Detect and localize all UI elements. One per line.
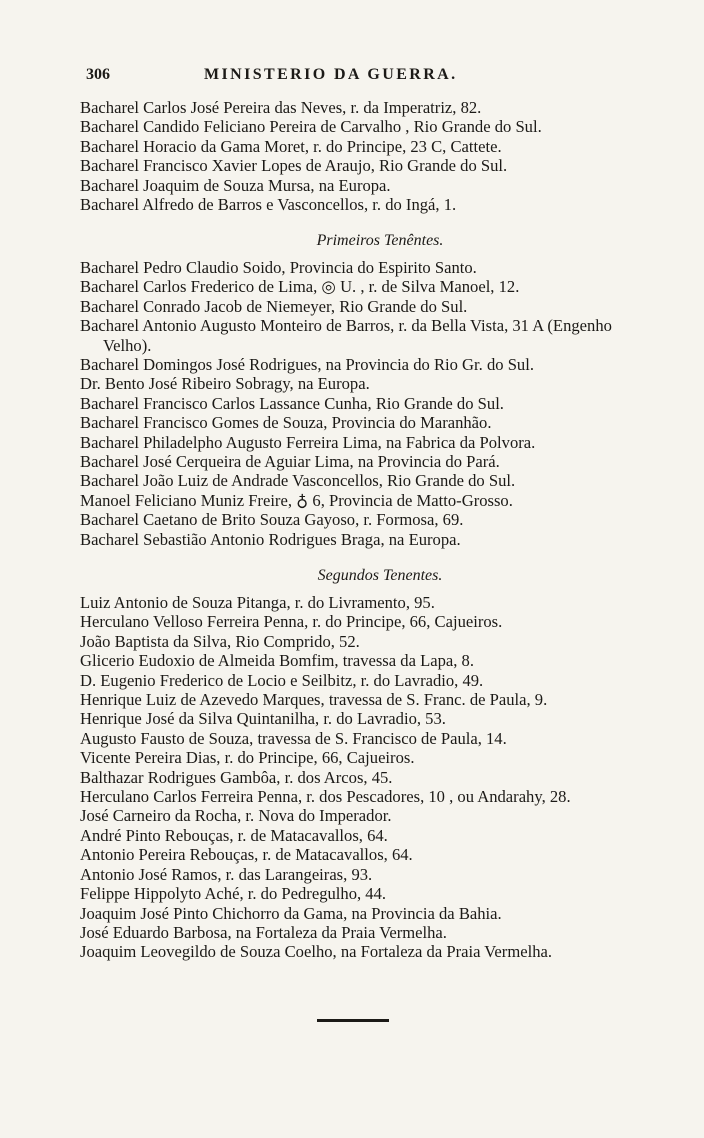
list-item: Bacharel Carlos José Pereira das Neves, r. da Imperatriz, 82.: [80, 98, 482, 117]
entry-list: [80, 593, 660, 962]
end-rule-divider: [317, 1019, 389, 1022]
entry-list: [80, 98, 660, 214]
list-item: João Baptista da Silva, Rio Comprido, 52.: [80, 631, 360, 651]
list-item: José Carneiro da Rocha, r. Nova do Imperador.: [80, 806, 392, 826]
list-item: André Pinto Rebouças, r. de Matacavallos, 64.: [80, 825, 388, 845]
list-item: Antonio Pereira Rebouças, r. de Matacavallos, 64.: [80, 845, 413, 865]
page-number: 306: [86, 66, 110, 83]
list-item: Felippe Hippolyto Aché, r. do Pedregulho, 44.: [80, 884, 387, 904]
list-item: Bacharel Antonio Augusto Monteiro de Barros, r. da Bella Vista, 31 A (Engenho Velho).: [80, 316, 612, 355]
list-item: Bacharel Joaquim de Souza Mursa, na Europa.: [80, 175, 391, 195]
list-item: Balthazar Rodrigues Gambôa, r. dos Arcos, 45.: [80, 767, 393, 787]
list-item: Augusto Fausto de Souza, travessa de S. Francisco de Paula, 14.: [80, 728, 507, 748]
list-item: Bacharel Alfredo de Barros e Vasconcellos, r. do Ingá, 1.: [80, 195, 457, 215]
section-heading: Primeiros Tenêntes.: [316, 232, 444, 249]
list-item: Herculano Velloso Ferreira Penna, r. do Principe, 66, Cajueiros.: [80, 612, 503, 632]
list-item: Manoel Feliciano Muniz Freire, ♁ 6, Provincia de Matto-Grosso.: [80, 490, 513, 510]
list-item: Bacharel Francisco Xavier Lopes de Araujo, Rio Grande do Sul.: [80, 156, 508, 176]
list-item: Bacharel Carlos Frederico de Lima, ◎ U. , r. de Silva Manoel, 12.: [80, 277, 520, 297]
list-item: Bacharel Francisco Carlos Lassance Cunha, Rio Grande do Sul.: [80, 393, 504, 413]
list-item: Henrique José da Silva Quintanilha, r. do Lavradio, 53.: [80, 709, 446, 729]
list-item: Glicerio Eudoxio de Almeida Bomfim, travessa da Lapa, 8.: [80, 651, 474, 671]
list-item: Vicente Pereira Dias, r. do Principe, 66, Cajueiros.: [80, 748, 415, 768]
list-item: Luiz Antonio de Souza Pitanga, r. do Livramento, 95.: [80, 593, 435, 612]
section-continuation: [80, 98, 660, 214]
list-item: Bacharel José Cerqueira de Aguiar Lima, na Provincia do Pará.: [80, 452, 500, 472]
entry-list: [80, 258, 660, 549]
list-item: Bacharel Pedro Claudio Soido, Provincia do Espirito Santo.: [80, 258, 477, 277]
list-item: Bacharel Philadelpho Augusto Ferreira Lima, na Fabrica da Polvora.: [80, 432, 536, 452]
list-item: Bacharel Sebastião Antonio Rodrigues Braga, na Europa.: [80, 529, 461, 549]
list-item: José Eduardo Barbosa, na Fortaleza da Praia Vermelha.: [80, 922, 447, 942]
section-primeiros-tenentes: [80, 231, 660, 549]
list-item: Antonio José Ramos, r. das Larangeiras, 93.: [80, 864, 373, 884]
list-item: Bacharel Candido Feliciano Pereira de Carvalho , Rio Grande do Sul.: [80, 117, 542, 137]
list-item: D. Eugenio Frederico de Locio e Seilbitz, r. do Lavradio, 49.: [80, 670, 484, 690]
list-item: Bacharel Francisco Gomes de Souza, Provincia do Maranhão.: [80, 413, 492, 433]
page-header: [86, 66, 646, 90]
list-item: Bacharel Horacio da Gama Moret, r. do Principe, 23 C, Cattete.: [80, 136, 502, 156]
list-item: Bacharel Domingos José Rodrigues, na Provincia do Rio Gr. do Sul.: [80, 355, 534, 375]
list-item: Herculano Carlos Ferreira Penna, r. dos Pescadores, 10 , ou Andarahy, 28.: [80, 787, 571, 807]
list-item: Bacharel João Luiz de Andrade Vasconcellos, Rio Grande do Sul.: [80, 471, 516, 491]
section-heading: Segundos Tenentes.: [317, 567, 443, 584]
list-item: Henrique Luiz de Azevedo Marques, travessa de S. Franc. de Paula, 9.: [80, 690, 548, 710]
list-item: Bacharel Caetano de Brito Souza Gayoso, r. Formosa, 69.: [80, 510, 464, 530]
list-item: Joaquim Leovegildo de Souza Coelho, na Fortaleza da Praia Vermelha.: [80, 942, 553, 962]
list-item: Dr. Bento José Ribeiro Sobragy, na Europa.: [80, 374, 370, 394]
list-item: Joaquim José Pinto Chichorro da Gama, na Provincia da Bahia.: [80, 903, 502, 923]
running-title: MINISTERIO DA GUERRA.: [204, 66, 458, 83]
section-segundos-tenentes: [80, 566, 660, 962]
list-item: Bacharel Conrado Jacob de Niemeyer, Rio Grande do Sul.: [80, 296, 468, 316]
